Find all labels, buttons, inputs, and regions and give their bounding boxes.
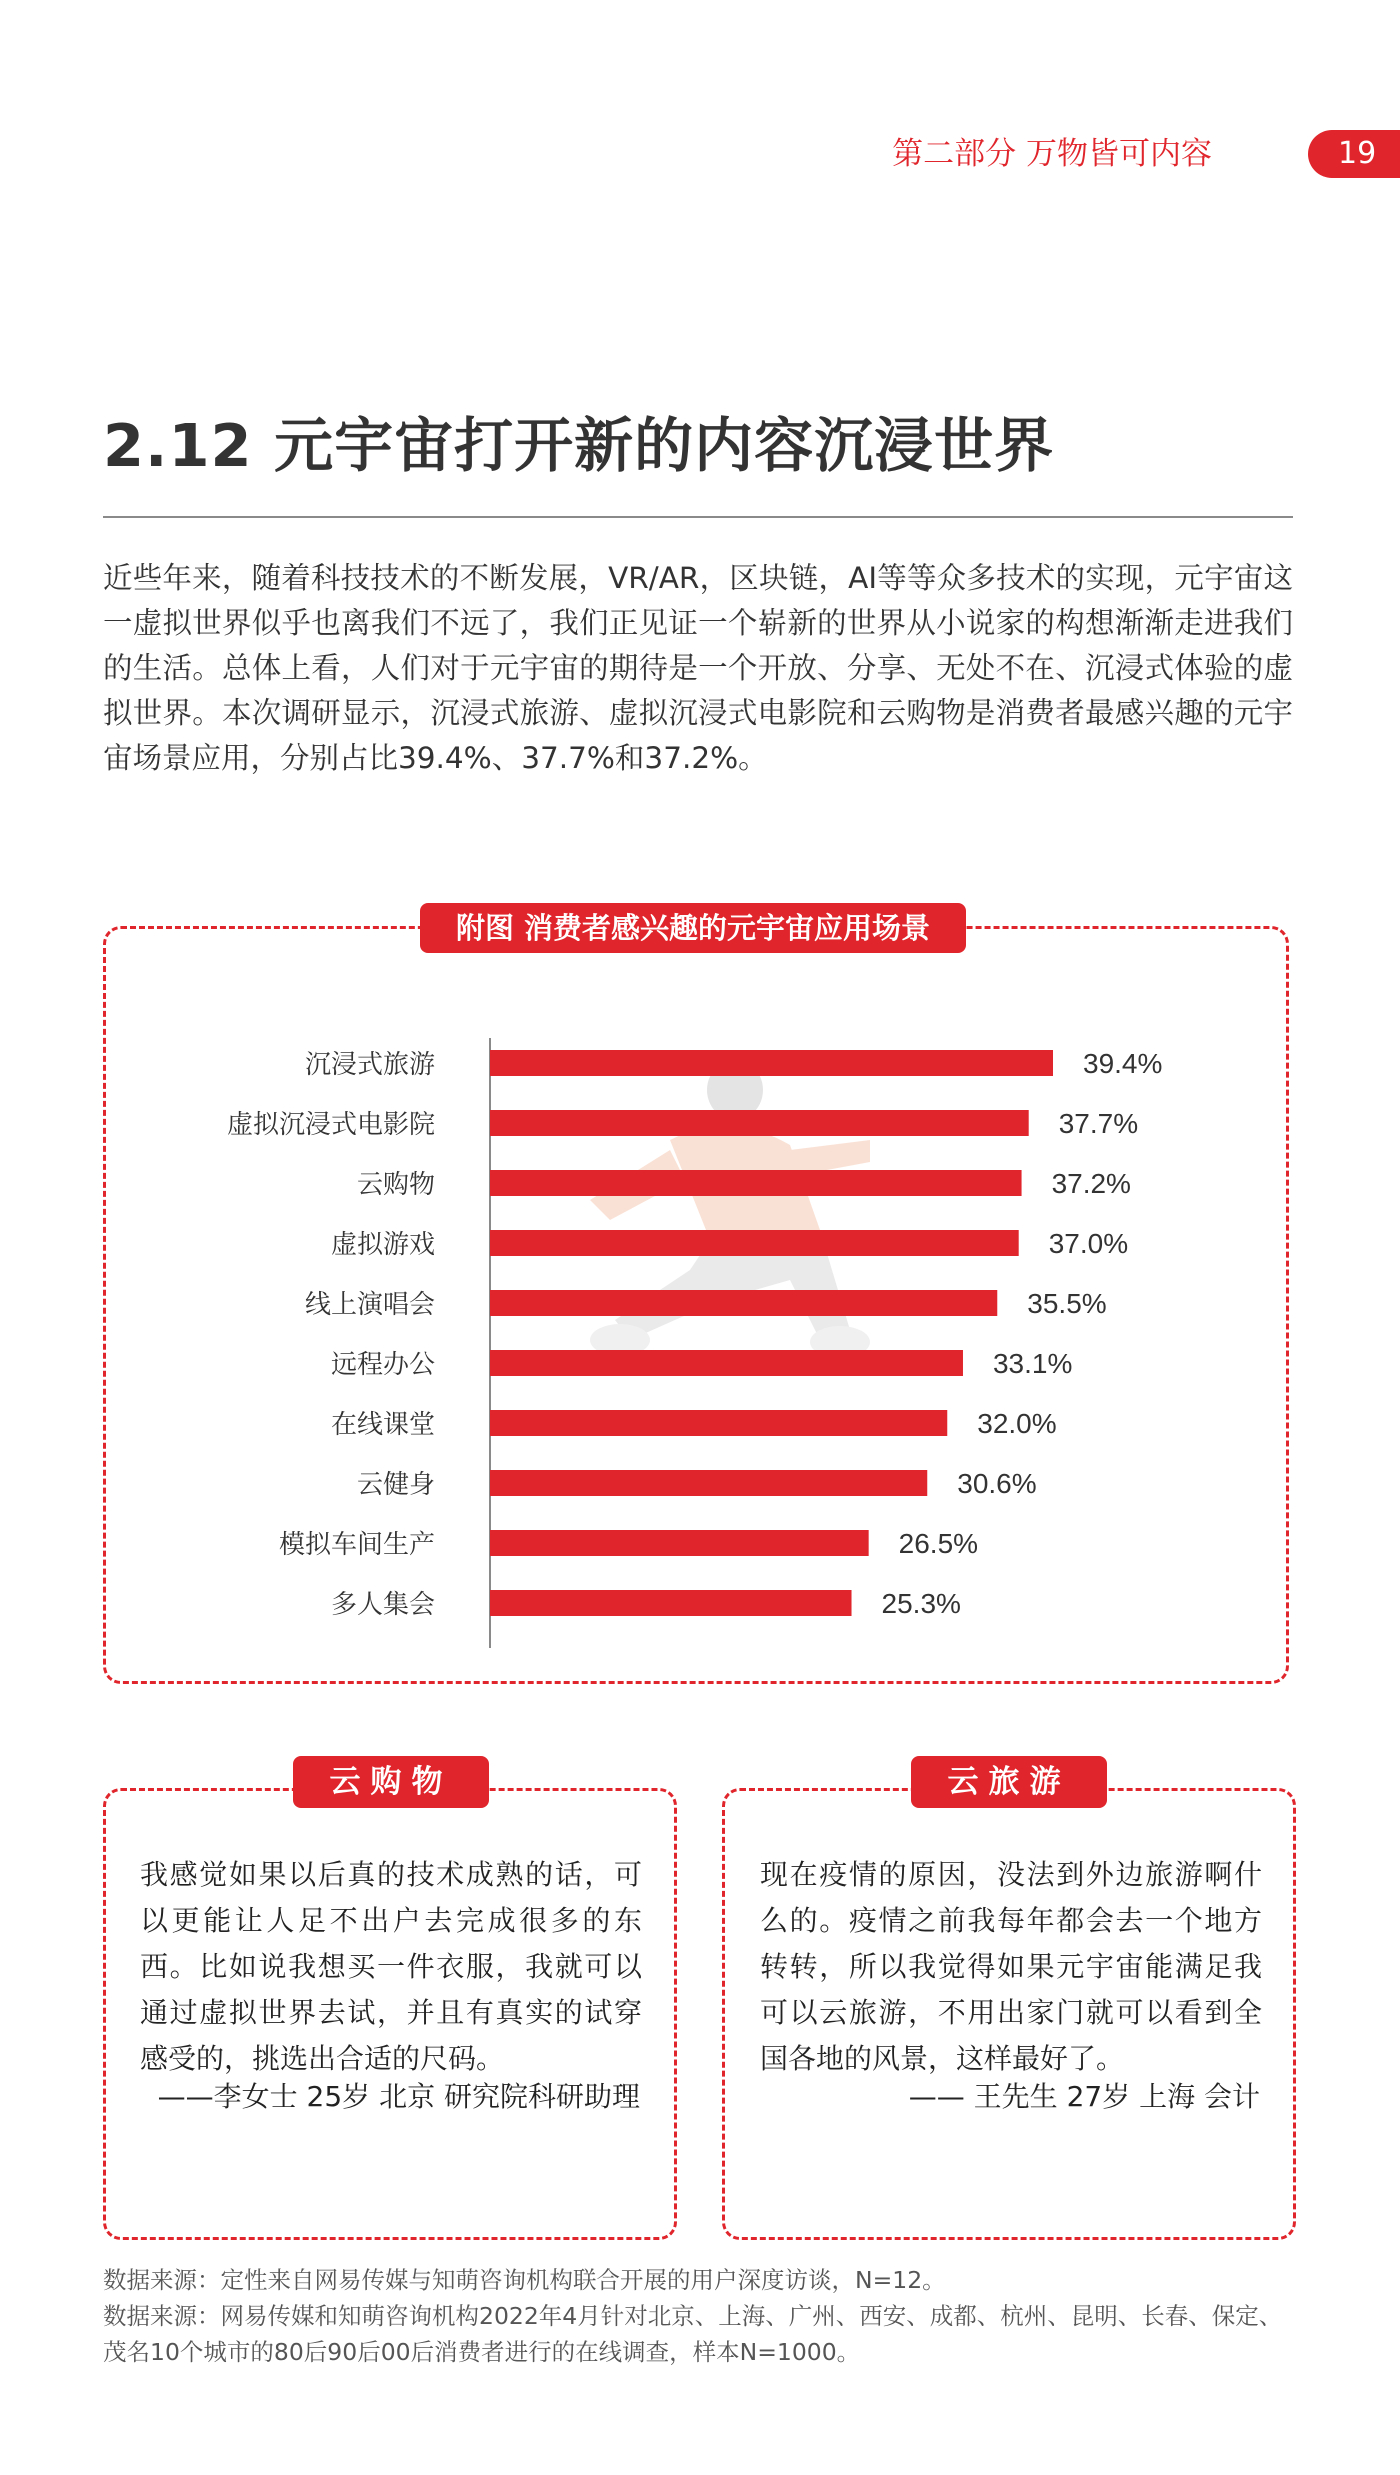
value-label-4: 35.5% <box>1027 1288 1107 1319</box>
category-label-3: 虚拟游戏 <box>330 1230 435 1260</box>
bar-5 <box>490 1350 963 1376</box>
value-label-8: 26.5% <box>898 1528 979 1559</box>
value-label-7: 30.6% <box>957 1468 1037 1499</box>
bar-6 <box>490 1410 947 1436</box>
bar-0 <box>490 1050 1053 1076</box>
category-label-1: 虚拟沉浸式电影院 <box>226 1110 435 1140</box>
bar-9 <box>490 1590 852 1616</box>
bar-4 <box>490 1290 997 1316</box>
value-label-2: 37.2% <box>1051 1168 1131 1199</box>
bar-7 <box>490 1470 927 1496</box>
category-label-9: 多人集会 <box>330 1590 435 1620</box>
quote-signature-cloud-shopping: ——李女士 25岁 北京 研究院科研助理 <box>157 2080 640 2113</box>
data-sources <box>103 2262 1303 2370</box>
quote-tag-cloud-travel: 云旅游 <box>911 1756 1107 1808</box>
bar-1 <box>490 1110 1029 1136</box>
bar-8 <box>490 1530 869 1556</box>
value-label-1: 37.7% <box>1058 1108 1139 1139</box>
quote-text-cloud-travel: 现在疫情的原因，没法到外边旅游啊什么的。疫情之前我每年都会去一个地方转转，所以我觉得如果元宇宙能满足我可以云旅游，不用出家门就可以看到全国各地的风景，这样最好了。 <box>760 1858 1262 2075</box>
chart-title: 附图 消费者感兴趣的元宇宙应用场景 <box>420 903 966 953</box>
category-label-2: 云购物 <box>356 1170 435 1200</box>
value-label-9: 25.3% <box>881 1588 961 1619</box>
page-title: 2.12 元宇宙打开新的内容沉浸世界 <box>103 411 1055 480</box>
source-line-1: 数据来源：定性来自网易传媒与知萌咨询机构联合开展的用户深度访谈，N=12。 <box>103 2266 946 2294</box>
bar-2 <box>490 1170 1022 1196</box>
category-label-6: 在线课堂 <box>330 1410 435 1440</box>
category-label-4: 线上演唱会 <box>304 1290 435 1320</box>
value-label-5: 33.1% <box>992 1348 1073 1379</box>
source-line-2: 数据来源：网易传媒和知萌咨询机构2022年4月针对北京、上海、广州、西安、成都、杭州、昆明、长春、保定、茂名10个城市的80后90后00后消费者进行的在线调查，样本N=1000。 <box>103 2302 1283 2366</box>
category-label-7: 云健身 <box>356 1470 435 1500</box>
value-label-0: 39.4% <box>1083 1048 1163 1079</box>
quote-tag-cloud-shopping: 云购物 <box>293 1756 489 1808</box>
category-label-0: 沉浸式旅游 <box>304 1050 435 1080</box>
value-label-6: 32.0% <box>977 1408 1057 1439</box>
bar-3 <box>490 1230 1019 1256</box>
section-title: 第二部分 万物皆可内容 <box>892 136 1212 172</box>
page-number: 19 <box>1308 130 1400 178</box>
quote-signature-cloud-travel: —— 王先生 27岁 上海 会计 <box>908 2080 1260 2113</box>
intro-text: 近些年来，随着科技技术的不断发展，VR/AR，区块链，AI等等众多技术的实现，元宇宙这一虚拟世界似乎也离我们不远了，我们正见证一个崭新的世界从小说家的构想渐渐走进我们的生活。总体上看，人们对于元宇宙的期待是一个开放、分享、无处不在、沉浸式体验的虚拟世界。本次调研显示，沉浸式旅游、虚拟沉浸式电影院和云购物是消费者最感兴趣的元宇宙场景应用，分别占比39.4%、37.7%和37.2%。 <box>103 561 1293 775</box>
quote-text-cloud-shopping: 我感觉如果以后真的技术成熟的话，可以更能让人足不出户去完成很多的东西。比如说我想买一件衣服，我就可以通过虚拟世界去试，并且有真实的试穿感受的，挑选出合适的尺码。 <box>140 1858 642 2075</box>
category-label-5: 远程办公 <box>330 1350 435 1380</box>
category-label-8: 模拟车间生产 <box>278 1530 435 1560</box>
value-label-3: 37.0% <box>1048 1228 1129 1259</box>
